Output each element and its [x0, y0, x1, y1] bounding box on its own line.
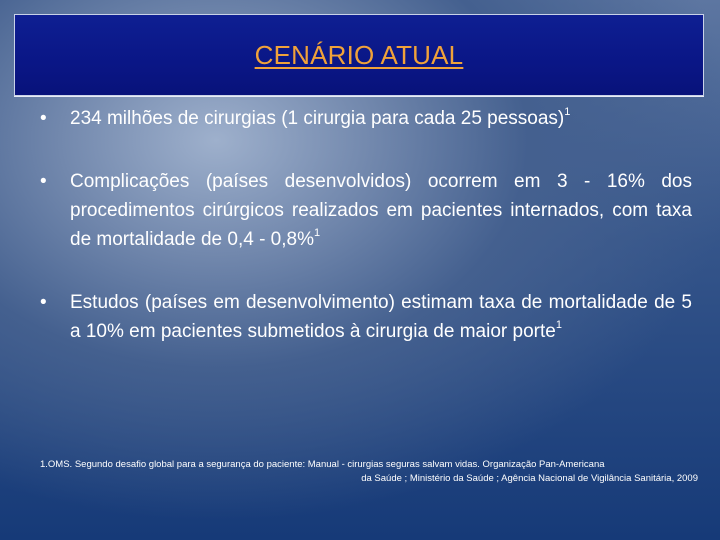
citation-superscript: 1 [314, 226, 321, 239]
title-bar [14, 14, 704, 96]
bullet-text: Complicações (países desenvolvidos) ocorrem em 3 - 16% dos procedimentos cirúrgicos realizados em pacientes internados, com taxa de mortalidade de 0,4 - 0,8% [70, 171, 692, 250]
bullet-text: Estudos (países em desenvolvimento) estimam taxa de mortalidade de 5 a 10% em pacientes submetidos à cirurgia de maior porte [70, 292, 692, 342]
bullet-item-surgeries [40, 104, 692, 133]
footnote-line-1: 1.OMS. Segundo desafio global para a segurança do paciente: Manual - cirurgias seguras salvam vidas. Organização Pan-Americana [40, 459, 605, 470]
footnote-line-2: da Saúde ; Ministério da Saúde ; Agência Nacional de Vigilância Sanitária, 2009 [361, 473, 698, 484]
bullet-item-complications [40, 167, 692, 254]
bullet-marker: • [40, 108, 47, 129]
bullet-item-studies [40, 288, 692, 346]
citation-superscript: 1 [564, 105, 571, 118]
bullet-text: 234 milhões de cirurgias (1 cirurgia para cada 25 pessoas) [70, 108, 565, 129]
bullet-marker: • [40, 171, 47, 192]
citation-superscript: 1 [555, 318, 562, 331]
bullet-marker: • [40, 292, 47, 313]
slide-title: CENÁRIO ATUAL [254, 39, 464, 70]
reference-footnote [40, 458, 698, 486]
bullet-list [40, 104, 692, 346]
